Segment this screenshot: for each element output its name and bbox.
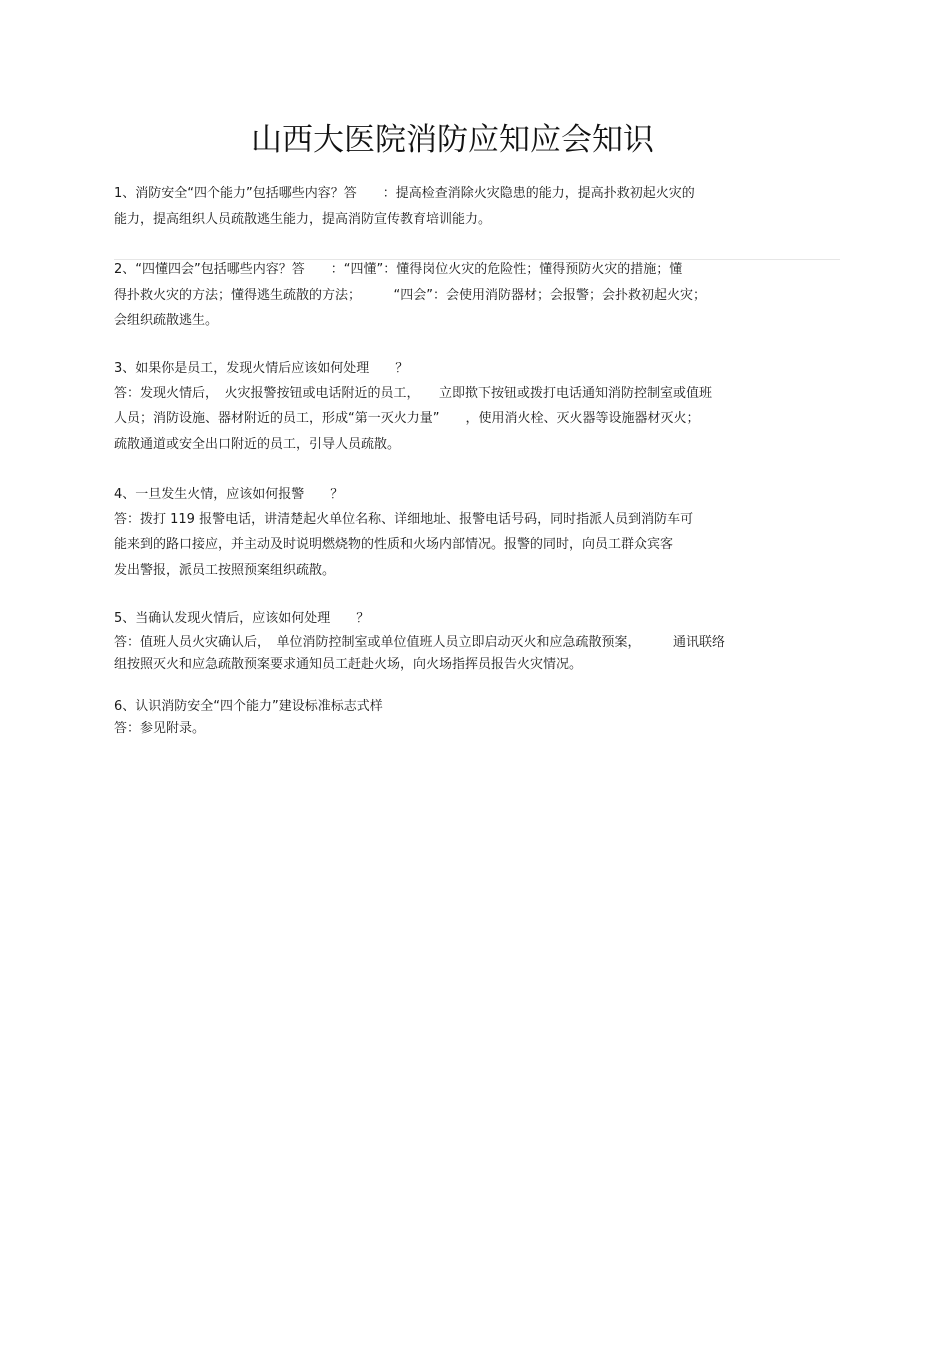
q2-line-2: 得扑救火灾的方法；懂得逃生疏散的方法； “四会”：会使用消防器材；会报警；会扑救初起火灾； [114,288,706,303]
q3-question: 3、如果你是员工，发现火情后应该如何处理 ？ [114,361,409,376]
q6-answer: 答：参见附录。 [114,721,206,736]
q3-answer-line-1: 答：发现火情后， 火灾报警按钮或电话附近的员工， 立即揿下按钮或拨打电话通知消防控制室或值班 [114,386,713,401]
q2-line-1: 2、“四懂四会”包括哪些内容？答 ：“四懂”：懂得岗位火灾的危险性；懂得预防火灾的措施；懂 [114,262,683,277]
page-title: 山西大医院消防应知应会知识 [251,122,654,158]
q1-line-2: 能力，提高组织人员疏散逃生能力，提高消防宣传教育培训能力。 [114,212,492,227]
q4-answer-line-2: 能来到的路口接应，并主动及时说明燃烧物的性质和火场内部情况。报警的同时，向员工群众宾客 [114,537,674,552]
q5-question: 5、当确认发现火情后，应该如何处理 ？ [114,611,370,626]
q6-question: 6、认识消防安全“四个能力”建设标准标志式样 [114,699,383,714]
q3-answer-line-2: 人员；消防设施、器材附近的员工，形成“第一灭火力量” ，使用消火栓、灭火器等设施器材灭火； [114,411,700,426]
q1-line-1: 1、消防安全“四个能力”包括哪些内容？答 ：提高检查消除火灾隐患的能力，提高扑救初起火灾的 [114,186,695,201]
divider [114,259,840,260]
q4-question: 4、一旦发生火情，应该如何报警 ？ [114,487,344,502]
q5-answer-line-2: 组按照灭火和应急疏散预案要求通知员工赶赴火场，向火场指挥员报告火灾情况。 [114,657,583,672]
q4-answer-line-1: 答：拨打 119 报警电话，讲清楚起火单位名称、详细地址、报警电话号码，同时指派人员到消防车可 [114,512,694,527]
q4-answer-line-3: 发出警报，派员工按照预案组织疏散。 [114,563,336,578]
q3-answer-line-3: 疏散通道或安全出口附近的员工，引导人员疏散。 [114,437,401,452]
q2-line-3: 会组织疏散逃生。 [114,313,219,328]
q5-answer-line-1: 答：值班人员火灾确认后， 单位消防控制室或单位值班人员立即启动灭火和应急疏散预案， 通讯联络 [114,635,726,650]
